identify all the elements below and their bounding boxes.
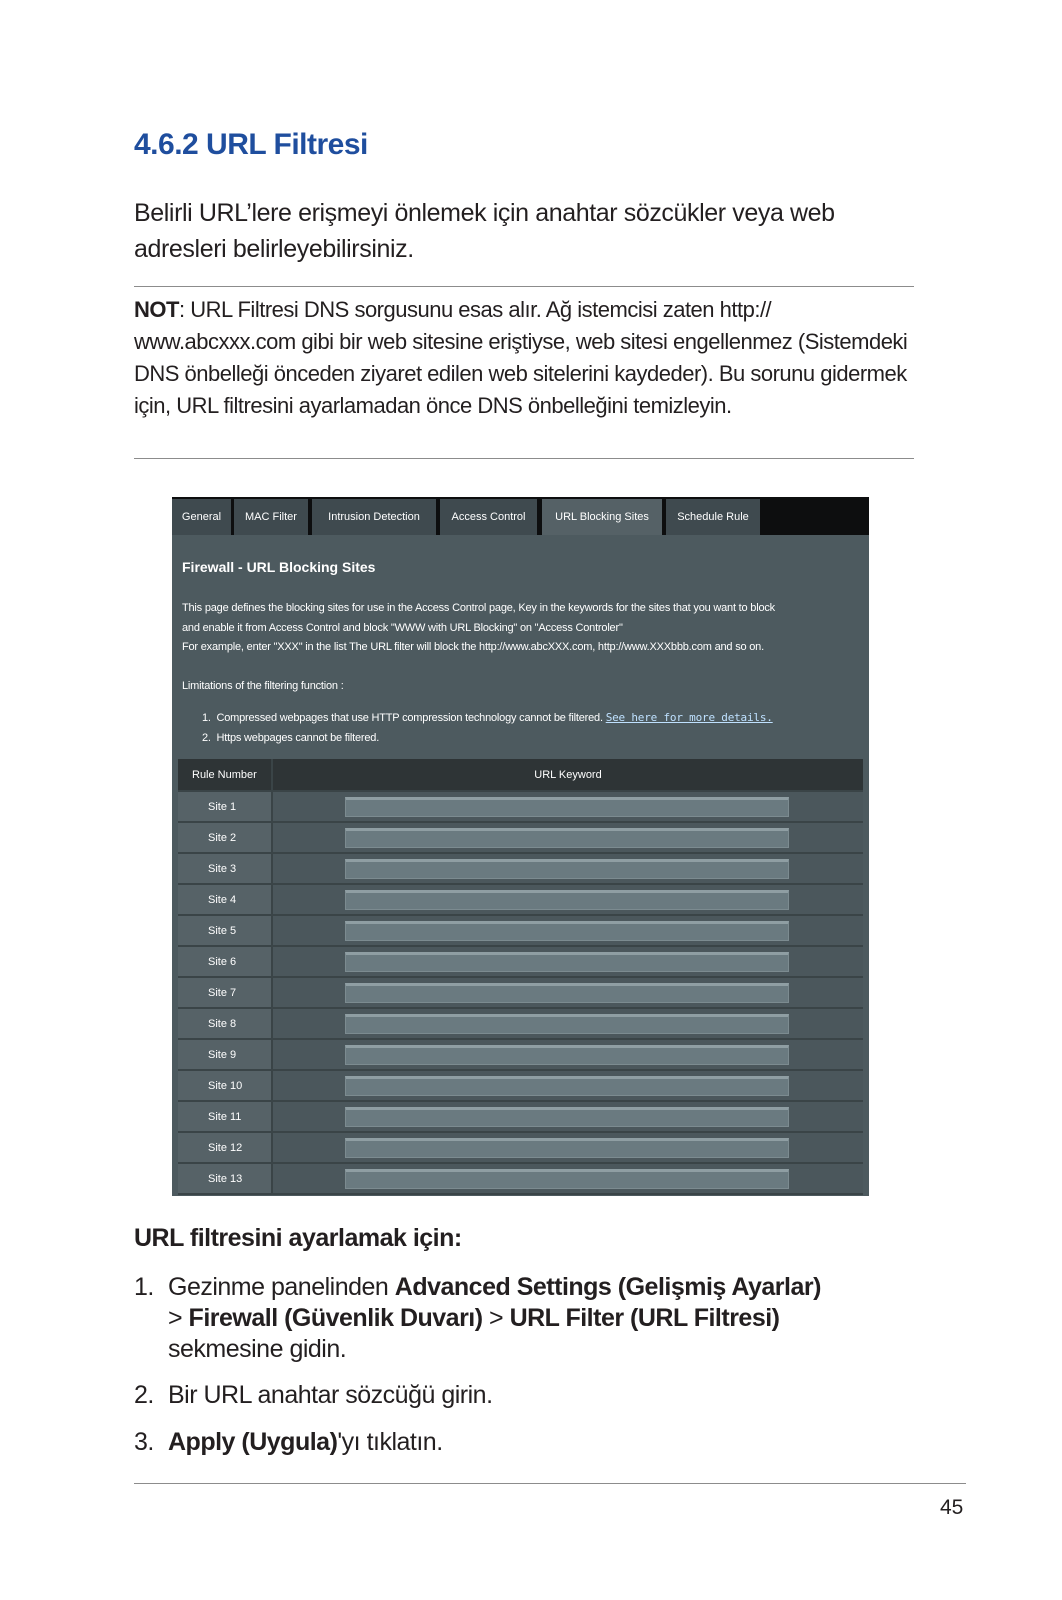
note-label: NOT xyxy=(134,297,179,322)
url-keyword-input[interactable] xyxy=(345,1014,789,1034)
rule-number-cell: Site 12 xyxy=(178,1132,272,1163)
url-keyword-input[interactable] xyxy=(345,1107,789,1127)
limitation-text: Https webpages cannot be filtered. xyxy=(216,732,380,744)
limitation-item-2 xyxy=(202,732,379,744)
url-keyword-input[interactable] xyxy=(345,983,789,1003)
tab-intrusion-detection[interactable]: Intrusion Detection xyxy=(312,499,436,535)
rule-number-cell: Site 3 xyxy=(178,853,272,884)
page-number: 45 xyxy=(940,1496,964,1519)
limitation-num: 1. xyxy=(202,712,211,724)
url-keyword-input[interactable] xyxy=(345,952,789,972)
step1-pre: Gezinme panelinden xyxy=(168,1273,395,1301)
tab-mac-filter[interactable]: MAC Filter xyxy=(234,499,308,535)
step3-post: 'yı tıklatın. xyxy=(337,1428,443,1456)
url-keyword-cell xyxy=(272,1163,863,1194)
firewall-desc-line-3: For example, enter "XXX" in the list The URL filter will block the http://www.abcXXX.com, http://www.XXXbbb.com and so on. xyxy=(182,641,764,653)
step-1 xyxy=(134,1272,924,1365)
table-row xyxy=(178,1008,863,1039)
table-row xyxy=(178,915,863,946)
limitations-title: Limitations of the filtering function : xyxy=(182,680,344,692)
procedure-title: URL filtresini ayarlamak için: xyxy=(134,1224,462,1252)
table-row xyxy=(178,1163,863,1194)
url-keyword-cell xyxy=(272,822,863,853)
rule-number-cell: Site 6 xyxy=(178,946,272,977)
note-bottom-divider xyxy=(134,458,914,459)
rule-number-cell: Site 4 xyxy=(178,884,272,915)
footer-divider xyxy=(134,1483,966,1484)
url-keyword-cell xyxy=(272,853,863,884)
table-row xyxy=(178,791,863,822)
rule-number-cell: Site 9 xyxy=(178,1039,272,1070)
step1-url-filter: URL Filter (URL Filtresi) xyxy=(509,1304,780,1332)
table-row xyxy=(178,1039,863,1070)
url-keyword-input[interactable] xyxy=(345,1045,789,1065)
url-keyword-cell xyxy=(272,1039,863,1070)
step1-advanced-settings: Advanced Settings (Gelişmiş Ayarlar) xyxy=(394,1273,821,1301)
rule-number-cell: Site 2 xyxy=(178,822,272,853)
url-keyword-input[interactable] xyxy=(345,797,789,817)
tab-schedule-rule[interactable]: Schedule Rule xyxy=(666,499,760,535)
url-keyword-input[interactable] xyxy=(345,1138,789,1158)
router-screenshot xyxy=(172,497,869,1196)
step2-text: Bir URL anahtar sözcüğü girin. xyxy=(168,1381,493,1409)
router-tab-bar xyxy=(172,497,869,535)
rule-number-cell: Site 5 xyxy=(178,915,272,946)
rule-number-cell: Site 13 xyxy=(178,1163,272,1194)
url-keyword-input[interactable] xyxy=(345,1169,789,1189)
step-2 xyxy=(134,1380,924,1411)
table-row xyxy=(178,853,863,884)
url-keyword-cell xyxy=(272,1070,863,1101)
note-top-divider xyxy=(134,286,914,287)
step1-gt1: > xyxy=(168,1304,189,1332)
url-keyword-input[interactable] xyxy=(345,890,789,910)
table-row xyxy=(178,1070,863,1101)
firewall-desc-line-2: and enable it from Access Control and block "WWW with URL Blocking" on "Access Controler" xyxy=(182,622,623,634)
url-keyword-cell xyxy=(272,791,863,822)
rule-number-cell: Site 1 xyxy=(178,791,272,822)
rule-number-cell: Site 11 xyxy=(178,1101,272,1132)
step-number: 2. xyxy=(134,1381,154,1409)
url-keyword-input[interactable] xyxy=(345,921,789,941)
step-3 xyxy=(134,1427,924,1458)
url-keyword-cell xyxy=(272,946,863,977)
limitation-text: Compressed webpages that use HTTP compression technology cannot be filtered. xyxy=(216,712,603,724)
step1-gt2: > xyxy=(482,1304,510,1332)
url-keyword-cell xyxy=(272,1101,863,1132)
table-row xyxy=(178,1132,863,1163)
col-url-keyword: URL Keyword xyxy=(272,759,863,791)
url-keyword-cell xyxy=(272,977,863,1008)
firewall-page-title: Firewall - URL Blocking Sites xyxy=(182,559,376,575)
limitation-num: 2. xyxy=(202,732,211,744)
tab-access-control[interactable]: Access Control xyxy=(440,499,537,535)
rule-number-cell: Site 10 xyxy=(178,1070,272,1101)
tab-general[interactable]: General xyxy=(172,499,231,535)
url-keyword-input[interactable] xyxy=(345,828,789,848)
url-keyword-cell xyxy=(272,884,863,915)
table-row xyxy=(178,1101,863,1132)
intro-paragraph: Belirli URL’lere erişmeyi önlemek için anahtar sözcükler veya web adresleri belirleyebilirsiniz. xyxy=(134,199,835,263)
table-row xyxy=(178,884,863,915)
url-keyword-cell xyxy=(272,1008,863,1039)
url-keyword-input[interactable] xyxy=(345,859,789,879)
step3-apply: Apply (Uygula) xyxy=(168,1428,338,1456)
rule-number-cell: Site 8 xyxy=(178,1008,272,1039)
section-heading: 4.6.2 URL Filtresi xyxy=(134,128,368,161)
table-header-row xyxy=(178,759,863,791)
url-keyword-table xyxy=(178,759,863,1195)
step1-firewall: Firewall (Güvenlik Duvarı) xyxy=(188,1304,483,1332)
table-row xyxy=(178,822,863,853)
note-block xyxy=(134,294,924,422)
table-row xyxy=(178,977,863,1008)
table-row xyxy=(178,946,863,977)
note-separator: : xyxy=(178,297,191,322)
url-keyword-cell xyxy=(272,915,863,946)
rule-number-cell: Site 7 xyxy=(178,977,272,1008)
step-number: 3. xyxy=(134,1428,154,1456)
step-number: 1. xyxy=(134,1273,154,1301)
url-keyword-cell xyxy=(272,1132,863,1163)
see-details-link[interactable]: See here for more details. xyxy=(605,711,773,724)
url-keyword-input[interactable] xyxy=(345,1076,789,1096)
note-text: URL Filtresi DNS sorgusunu esas alır. Ağ istemcisi zaten http:// www.abcxxx.com gibi bir web sitesine eriştiyse, web sitesi engellenmez (Sistemdeki DNS önbelleği önceden ziyaret edilen web sitelerini kaydeder). Bu sorunu gidermek için, URL filtresini ayarlamadan önce DNS önbelleğini temizleyin. xyxy=(134,297,908,418)
col-rule-number: Rule Number xyxy=(178,759,272,791)
step1-post: sekmesine gidin. xyxy=(168,1335,347,1363)
limitation-item-1 xyxy=(202,711,773,724)
tab-url-blocking-sites[interactable]: URL Blocking Sites xyxy=(542,499,662,535)
firewall-desc-line-1: This page defines the blocking sites for use in the Access Control page, Key in the keywords for the sites that you want to block xyxy=(182,602,775,614)
